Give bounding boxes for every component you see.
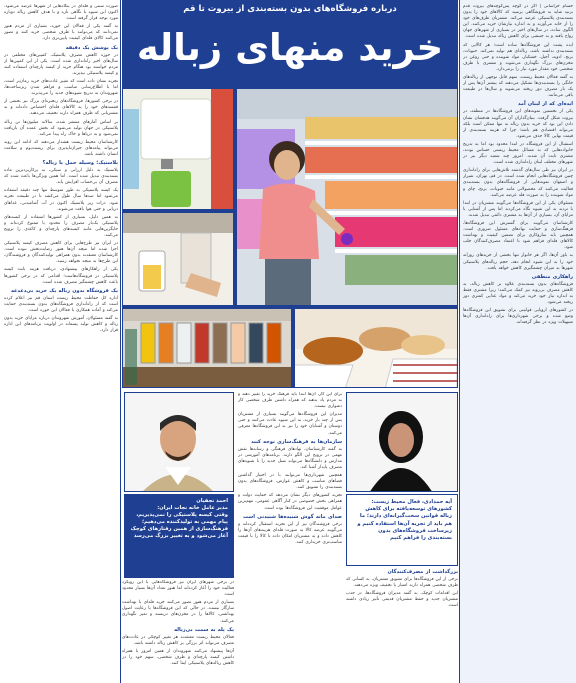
left-paragraph: یکی از راهکارهای پیشنهادی، دریافت هزینه بابت کیسه پلاستیکی در فروشگاه‌هاست؛ اقدامی که در برخی کشورها باعث کاهش چشمگیر مصرف شده است. [4, 267, 118, 285]
photo-bulk-bins [122, 308, 292, 388]
column-divider [120, 0, 121, 683]
middle-paragraph: آن‌ها پیشنهاد می‌کنند شهروندان از همین امروز با همراه داشتن کیسه پارچه‌ای و ظرف شخصی، سهم خود را در کاهش زباله‌های پلاستیکی ایفا کنند. [122, 648, 234, 667]
right-paragraph: استقبال از این فروشگاه در ابتدا محدود بود اما به تدریج خانواده‌هایی که به مسائل محیط زیستی حساس بودند، مشتری ثابت آن شدند. امروز چند شعبه دیگر نیز در شهرهای مختلف لبنان راه‌اندازی شده است. [463, 141, 573, 166]
left-paragraph: کارشناسان محیط زیست هشدار می‌دهند که ادامه این روند می‌تواند پیامدهای جبران‌ناپذیری برای زیست‌بوم و سلامت انسان داشته باشد. [4, 139, 118, 157]
middle-paragraph: تجربه کشورهای دیگر نشان می‌دهد که حمایت دولت و همراهی بخش خصوصی در کنار آگاهی عمومی، مهم‌ترین عوامل موفقیت این فروشگاه‌ها بوده است. [238, 493, 342, 511]
left-paragraph: بر اساس آمارهای منتشر شده، سالانه میلیون‌ها تن زباله پلاستیکی در جهان تولید می‌شود که بخش عمده آن بازیافت نمی‌شود و به دریاها و خاک راه پیدا می‌کند. [4, 119, 118, 137]
middle-paragraph: به گفته کارشناسان، نهادهای فرهنگی و رسانه‌ها نقش مهمی در ترویج این الگو دارند. برنامه‌های آموزشی در مدارس و دانشگاه‌ها می‌تواند نسل جدید را با شیوه‌های مصرف پایدار آشنا کند. [238, 446, 342, 470]
left-paragraph: اداره کل حفاظت محیط زیست استان قم نیز اعلام کرده است که از راه‌اندازی فروشگاه‌های بدون بسته‌بندی حمایت می‌کند و آماده همکاری با فعالان این حوزه است. [4, 295, 118, 313]
left-article-column [4, 4, 118, 680]
column-divider [459, 0, 460, 683]
boy-shopping-illustration [236, 89, 457, 306]
left-paragraph: در حوزه کاهش مصرف پلاستیک، کمپین‌های مختلفی در سال‌های اخیر راه‌اندازی شده است. یکی از این کمپین‌ها از مردم خواسته بود هنگام خرید از کیسه پارچه‌ای استفاده کنند و کیسه پلاستیکی نپذیرند. [4, 52, 118, 76]
left-paragraph: تجربه نشان داده است که تغییر عادت‌های خرید زمان‌بر است، اما با اطلاع‌رسانی مناسب و فراهم شدن زیرساخت‌ها، شهروندان به تدریج شیوه‌های جدید را می‌پذیرند. [4, 78, 118, 97]
middle-paragraph: فعالان محیط زیست معتقدند هر تغییر کوچکی در عادت‌های مصرف می‌تواند اثر بزرگی بر کاهش زباله داشته باشد. [122, 634, 234, 646]
middle-subheading: یک پله به سمت بی‌زباله [174, 626, 234, 633]
portrait-woman [346, 392, 458, 492]
left-paragraph: به گفته یکی از فعالان این حوزه، بسیاری از مردم هنوز نمی‌دانند که می‌توانند با ظرف شخصی خرید کنند و تصور می‌کنند کالای فله‌ای کیفیت پایین‌تری دارد. [4, 24, 118, 42]
middle-subheading: صدای مانه گوش شنیده‌ها شنیدنی است [243, 513, 342, 520]
middle-paragraph: برخی از این فروشگاه‌ها برای تشویق مشتریان، به کسانی که ظرف شخصی همراه دارند امتیاز یا تخفیف ویژه می‌دهند. [346, 577, 458, 589]
headline-kicker: درباره فروشگاه‌های بدون بسته‌بندی از بیروت تا قم [183, 4, 397, 14]
photo-bottle-refill [122, 212, 234, 306]
right-subheading: ایده‌ای که از لبنان آمد [517, 101, 573, 108]
right-paragraph: به باور آن‌ها، اگر هر خانوار تنها بخشی از خریدهای روزانه خود را به این شیوه انجام دهد، حجم زباله‌های پلاستیکی شهرها به میزان چشمگیری کاهش خواهد یافت. [463, 253, 573, 271]
dispenser-illustration [122, 89, 233, 210]
bottle-refill-illustration [122, 213, 233, 306]
right-paragraph: فروشگاه‌های بدون بسته‌بندی علاوه بر کاهش زباله، به کاهش مصرف بی‌رویه نیز کمک می‌کنند؛ زیرا مشتری فقط به اندازه نیاز خود خرید می‌کند و مواد غذایی کمتری دور ریخته می‌شود. [463, 281, 573, 306]
middle-column-c [122, 580, 234, 680]
right-paragraph: به گفته فعالان محیط زیست، سهم قابل توجهی از زباله‌های خانگی را بسته‌بندی‌ها تشکیل می‌دهند که بیشتر آن‌ها پس از یک بار مصرف دور ریخته می‌شوند و سال‌ها در طبیعت باقی می‌مانند. [463, 75, 573, 99]
right-paragraph: مسئولان یکی از این فروشگاه‌ها می‌گویند مشتریان در ابتدا با تردید به این شیوه نگاه می‌کردند اما پس از آشنایی با مزایای آن، بسیاری از آن‌ها به مشتری دائمی تبدیل شدند. [463, 200, 573, 218]
middle-subheading: سازمان‌ها به فرهنگ‌سازی توجه کنند [251, 438, 342, 445]
left-subheading: پلاستیک؛ وسیله حمل یا زباله؟ [42, 160, 118, 167]
middle-paragraph: برخی فروشندگان نیز از این تجربه استقبال کرده‌اند و می‌گویند عرضه کالا به صورت فله‌ای هزینه‌های آن‌ها را کاهش داده و به مشتریان امکان داده تا کالا را با قیمت مناسب‌تری خریداری کنند. [238, 521, 342, 545]
left-paragraph: به گفته مسئولان، آموزش شهروندان درباره مزایای خرید بدون زباله و کاهش تولید پسماند در اولویت برنامه‌های این اداره قرار دارد. [4, 316, 118, 334]
middle-paragraph: همچنین شهرداری‌ها می‌توانند با در اختیار گذاشتن فضاهای مناسب و کاهش عوارض، فروشگاه‌های بدون بسته‌بندی را تشویق کنند. [238, 473, 342, 491]
photo-liquid-dispenser [122, 88, 234, 210]
left-paragraph: در ایران نیز طرح‌هایی برای کاهش مصرف کیسه پلاستیکی اجرا شده اما نتیجه آن‌ها هنوز رضایت‌بخش نبوده است. کارشناسان معتقدند بدون همراهی تولیدکنندگان و فروشندگان، این طرح‌ها به نتیجه نخواهد رسید. [4, 241, 118, 265]
right-subheading: راهکاری منطقی [531, 273, 573, 280]
man-portrait-illustration [124, 393, 233, 492]
photo-boy-shopping [236, 88, 458, 306]
right-paragraph: یکی از نخستین نمونه‌های این فروشگاه‌ها در منطقه، در بیروت شکل گرفت. بنیان‌گذاران آن می‌گویند هدفشان نشان دادن این بود که خرید بدون زباله نه تنها ممکن است بلکه می‌تواند اقتصادی هم باشد؛ چرا که هزینه بسته‌بندی از قیمت نهایی کالا حذف می‌شود. [463, 109, 573, 139]
middle-column-b [238, 392, 342, 682]
headline-title: خرید منهای زباله [136, 26, 444, 69]
left-paragraph: صورت سنتی و فله‌ای در بنگاه‌هایی از شهرها عرضه می‌شود. اکنون این شیوه با نگاهی تازه و با هدف کاهش زباله دوباره مورد توجه قرار گرفته است. [4, 4, 118, 22]
middle-subheading: بزرگداشت از مصرف‌کنندگان [387, 569, 458, 575]
left-subheading: یک فروشگاه بدون زباله یک خرید بی‌دغدغه [10, 287, 118, 294]
right-paragraph: در ایران نیز طی سال‌های گذشته تلاش‌هایی برای راه‌اندازی چنین فروشگاه‌هایی انجام شده است. در قم، تهران، شیراز و اصفهان نمونه‌هایی از فروشگاه‌های بدون بسته‌بندی فعالیت می‌کنند که محصولاتی مانند حبوبات، برنج، چای و مواد شوینده را به صورت فله عرضه می‌کنند. [463, 168, 573, 198]
bread-illustration [294, 309, 457, 388]
middle-paragraph: این اقدامات کوچک، به گفته مدیران فروشگاه‌ها، در جذب مشتریان جدید و حفظ مشتریان قدیمی تأثیر زیادی داشته است. [346, 591, 458, 609]
left-paragraph: به همین دلیل، بسیاری از کشورها استفاده از کیسه‌های پلاستیکی یک‌بار مصرف را محدود یا ممنوع کرده‌اند و جایگزین‌هایی مانند کیسه‌های پارچه‌ای و کاغذی را ترویج می‌کنند. [4, 214, 118, 238]
portrait-man [124, 392, 234, 492]
right-paragraph: در کشورهای اروپایی قوانینی برای تشویق این فروشگاه‌ها وضع شده و برخی شهرداری‌ها برای راه‌اندازی آن‌ها تسهیلات ویژه در نظر گرفته‌اند. [463, 308, 573, 326]
right-paragraph: ایده پشت این فروشگاه‌ها ساده است؛ هر کالایی که بسته‌بندی نداشته باشد، زباله‌ای هم تولید نمی‌کند. حبوبات، برنج، ادویه، آجیل، خشکبار، مواد شوینده و حتی روغن در مخزن‌های بزرگ نگهداری می‌شوند و مشتری با ظرف شخصی خود مقدار مورد نیاز را برمی‌دارد. [463, 42, 573, 72]
quote-caption-man: احمد نجفیان مدیر عامل خانه نجات ایران: وقتی کیسه پلاستیکی را نمی‌پذیریم، پیام مهمی به تولیدکننده می‌دهیم؛ فرهنگ‌سازی از همین رفتارهای کوچک آغاز می‌شود و به تغییر بزرگ می‌رسد [124, 494, 234, 578]
right-paragraph: حسام خراسانی | اگر در کوچه پس‌کوچه‌های بیروت قدم بزنید شاید به فروشگاهی برسید که کالاهای خود را بدون بسته‌بندی پلاستیکی عرضه می‌کند. مشتریان ظرف‌های خود را از خانه می‌آورند و به اندازه نیازشان خرید می‌کنند. این الگوی ساده، در سال‌های اخیر در بسیاری از شهرهای جهان رواج یافته و به جنبشی برای کاهش زباله تبدیل شده است. [463, 4, 573, 40]
middle-paragraph: مدیران این فروشگاه‌ها می‌گویند بسیاری از مشتریان پس از چند بار خرید، به این شیوه عادت می‌کنند و حتی دوستان و آشنایان خود را نیز به این فروشگاه‌ها معرفی می‌کنند. [238, 412, 342, 436]
left-subheading: یک پوشش یک دقیقه [65, 44, 118, 51]
bulk-bins-illustration [122, 309, 291, 388]
woman-portrait-illustration [346, 393, 457, 492]
left-paragraph: پلاستیک به دلیل ارزانی و سبکی، به پرکاربردترین ماده بسته‌بندی تبدیل شده است. اما همین ویژگی‌ها باعث شده که مصرف آن بی‌حساب افزایش یابد. [4, 168, 118, 186]
right-paragraph: کارشناسان می‌گویند برای گسترش این فروشگاه‌ها، فرهنگ‌سازی و حمایت نهادهای مسئول ضروری است. همچنین باید سازوکاری برای تضمین کیفیت و بهداشت کالاهای فله‌ای فراهم شود تا اعتماد مصرف‌کنندگان جلب شود. [463, 221, 573, 251]
right-article-column [463, 4, 573, 680]
left-paragraph: در برخی کشورها، فروشگاه‌های زنجیره‌ای بزرگ نیز بخشی از قفسه‌های خود را به کالاهای فله‌ای اختصاص داده‌اند و به مشتریانی که ظرف همراه دارند تخفیف می‌دهند. [4, 99, 118, 117]
middle-paragraph: در برخی شهرهای ایران نیز فروشگاه‌هایی با این رویکرد فعالیت خود را آغاز کرده‌اند اما هنوز تعداد آن‌ها بسیار محدود است. [122, 580, 234, 598]
middle-column-d [346, 568, 458, 680]
photo-bread-basket [294, 308, 458, 388]
quote-caption-woman: آیه حمدادی، فعال محیط زیست: کشورهای توسعه‌یافته برای کاهش زباله قوانین سخت‌گیرانه‌ای دارند؛ ما هم باید از تجربه آن‌ها استفاده کنیم و زیرساخت فروشگاه‌های بدون بسته‌بندی را فراهم کنیم [346, 494, 458, 566]
left-paragraph: یک کیسه پلاستیکی به طور متوسط تنها چند دقیقه استفاده می‌شود اما صدها سال طول می‌کشد تا در طبیعت تجزیه شود. ذرات ریز پلاستیک اکنون در آب آشامیدنی، غذاهای دریایی و حتی هوا یافت می‌شوند. [4, 188, 118, 212]
middle-paragraph: بسیاری از مردم هنوز تصور می‌کنند خرید فله‌ای با بهداشت سازگار نیست، در حالی که این فروشگاه‌ها با رعایت اصول بهداشتی، کالاها را در مخزن‌های دربسته و تمیز نگهداری می‌کنند. [122, 600, 234, 624]
middle-paragraph: برای این کار، آن‌ها ابتدا باید فرهنگ خرید را تغییر دهند و به مردم یاد بدهند که همراه داشتن ظرف شخصی کار دشواری نیست. [238, 392, 342, 410]
